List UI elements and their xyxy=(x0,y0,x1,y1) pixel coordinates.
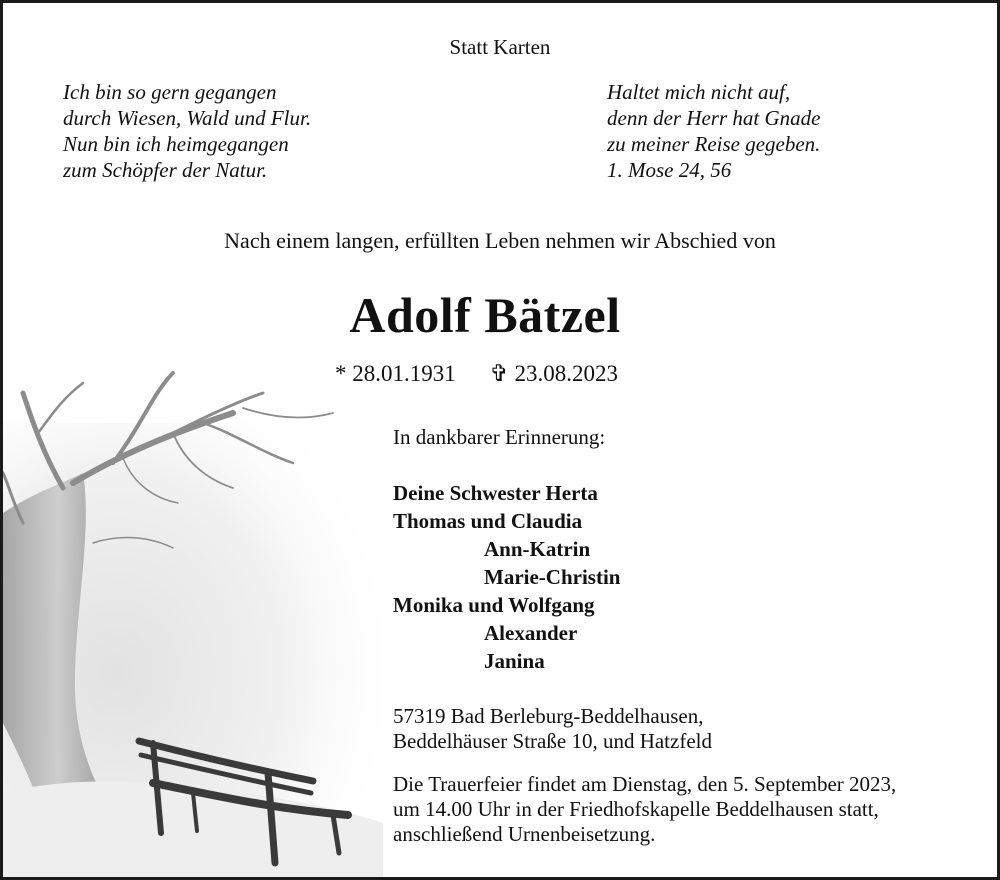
mourner: Janina xyxy=(484,649,545,673)
address-block xyxy=(393,704,712,754)
poem-left xyxy=(63,79,311,183)
death-date: ✞ 23.08.2023 xyxy=(489,361,619,386)
mourners-list xyxy=(393,479,620,675)
address-line: 57319 Bad Berleburg-Beddelhausen, xyxy=(393,704,704,728)
poem-right-bible-verse xyxy=(607,79,820,183)
address-line: Beddelhäuser Straße 10, und Hatzfeld xyxy=(393,729,712,753)
poem-left-line: Ich bin so gern gegangen xyxy=(63,80,277,104)
mourner: Thomas und Claudia xyxy=(393,509,583,533)
birth-date: * 28.01.1931 xyxy=(335,361,456,386)
mourner: Marie-Christin xyxy=(484,565,621,589)
poem-right-line: denn der Herr hat Gnade xyxy=(607,106,821,130)
header-statt-karten: Statt Karten xyxy=(449,35,551,59)
poem-left-line: durch Wiesen, Wald und Flur. xyxy=(63,106,312,130)
funeral-line: Die Trauerfeier findet am Dienstag, den 5. September 2023, xyxy=(393,772,897,796)
poem-right-line: Haltet mich nicht auf, xyxy=(607,80,791,104)
mourner: Alexander xyxy=(484,621,578,645)
funeral-info xyxy=(393,772,896,847)
mourner: Deine Schwester Herta xyxy=(393,481,598,505)
poem-right-line: 1. Mose 24, 56 xyxy=(607,158,732,182)
funeral-line: um 14.00 Uhr in der Friedhofskapelle Beddelhausen statt, xyxy=(393,797,879,821)
mourner: Ann-Katrin xyxy=(484,537,591,561)
funeral-line: anschließend Urnenbeisetzung. xyxy=(393,822,656,846)
memory-line: In dankbarer Erinnerung: xyxy=(393,425,606,449)
life-dates xyxy=(335,361,618,387)
poem-right-line: zu meiner Reise gegeben. xyxy=(607,132,821,156)
intro-text: Nach einem langen, erfüllten Leben nehmen wir Abschied von xyxy=(224,228,776,253)
tree-and-bench-illustration xyxy=(3,363,383,877)
deceased-name: Adolf Bätzel xyxy=(349,287,621,343)
poem-left-line: zum Schöpfer der Natur. xyxy=(63,158,268,182)
poem-left-line: Nun bin ich heimgegangen xyxy=(63,132,289,156)
mourner: Monika und Wolfgang xyxy=(393,593,595,617)
